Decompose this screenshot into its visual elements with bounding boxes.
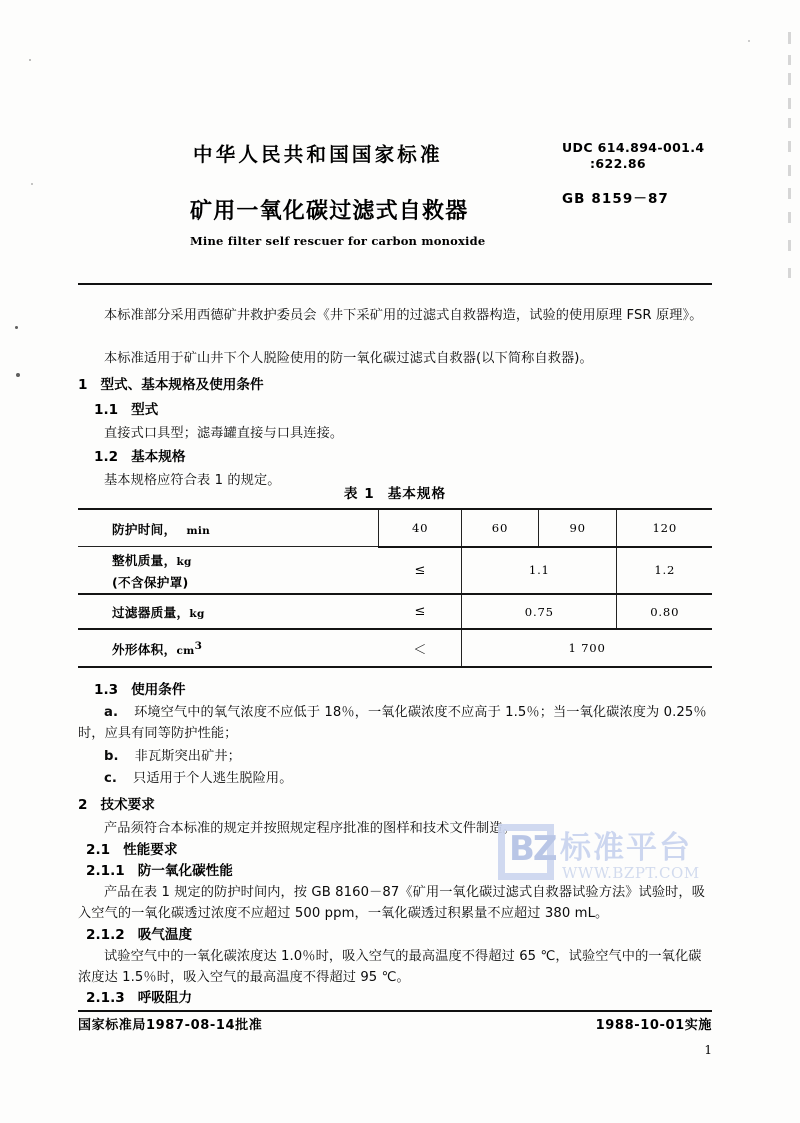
cell-total-mass-left: 1.1 [462,547,617,595]
section-1-2-heading [94,447,185,467]
section-2-1-heading [86,840,177,860]
udc-line-2: :622.86 [590,156,647,171]
section-1-2-title: 基本规格 [131,449,186,465]
scan-speckle [16,373,20,377]
protection-time-text: 防护时间， [112,521,177,537]
scan-speckle [31,183,33,185]
section-2-1-1-number: 2.1.1 [86,863,125,879]
document-title-en: Mine filter self rescuer for carbon monoxide [190,234,486,248]
cell-volume-label [78,629,379,667]
filter-mass-text: 过滤器质量， [112,605,190,620]
national-standard-label: 中华人民共和国国家标准 [193,143,443,166]
section-1-2-body: 基本规格应符合表 1 的规定。 [104,473,281,488]
section-1-3-item-a [78,702,714,744]
section-1-3-number: 1.3 [94,682,119,698]
table-caption-label: 表 1 [343,486,375,502]
watermark-name: 标准平台 [560,830,692,866]
scan-edge-mark [788,188,791,199]
scan-speckle [15,326,18,329]
scan-speckle [748,40,750,42]
section-2-heading [78,795,155,815]
basic-spec-table [78,508,712,668]
section-2-1-1-body: 产品在表 1 规定的防护时间内，按 GB 8160－87《矿用一氧化碳过滤式自救器试验方法》试验时，吸入空气的一氧化碳透过浓度不应超过 500 ppm，一氧化碳透过积累量不应超过 380 mL。 [78,885,705,921]
section-1-title: 型式、基本规格及使用条件 [100,377,264,393]
watermark-url: WWW.BZPT.COM [562,864,700,882]
cell-protection-time-label [78,509,379,547]
section-2-1-1-heading [86,861,233,881]
cell-time-40: 40 [379,509,462,547]
cell-filter-mass-left: 0.75 [462,594,617,629]
item-c-text: 只适用于个人逃生脱险用。 [133,771,293,786]
document-title-cn: 矿用一氧化碳过滤式自救器 [190,199,469,224]
cell-time-60: 60 [462,509,539,547]
item-c-label: c. [104,771,118,786]
section-2-title: 技术要求 [100,797,155,813]
scan-edge-mark [788,165,791,176]
table-row [78,594,712,629]
scan-speckle [29,59,31,61]
item-a-label: a. [104,705,119,720]
volume-unit-exponent: 3 [194,639,203,652]
total-mass-text: 整机质量， [112,552,177,568]
section-1-3-title: 使用条件 [131,682,186,698]
table-row [78,547,712,595]
section-2-body: 产品须符合本标准的规定并按照规定程序批准的图样和技术文件制造。 [104,821,516,836]
section-2-1-2-heading [86,925,192,945]
scan-edge-mark [788,73,791,85]
standard-number: GB 8159－87 [562,191,669,207]
volume-text: 外形体积， [112,641,177,657]
scan-edge-mark [788,98,791,109]
section-1-heading [78,375,264,395]
udc-number [562,140,705,172]
cell-filter-mass-right: 0.80 [617,594,712,629]
section-1-3-heading [94,680,185,700]
section-1-1-heading [94,400,158,420]
udc-line-1: UDC 614.894-001.4 [562,140,705,155]
cell-total-mass-symbol: ≤ [379,547,462,595]
total-mass-unit: kg [176,555,192,568]
section-2-1-title: 性能要求 [123,842,178,858]
footer-approval-text: 国家标准局1987-08-14批准 [78,1018,263,1033]
section-2-1-number: 2.1 [86,842,111,858]
table-row [78,629,712,667]
volume-unit: cm [176,644,195,657]
section-1-number: 1 [78,377,88,393]
table-caption [78,482,712,502]
table-caption-title: 基本规格 [387,486,447,502]
section-2-1-2-body: 试验空气中的一氧化碳浓度达 1.0％时，吸入空气的最高温度不得超过 65 ℃，试验空气中的一氧化碳浓度达 1.5％时，吸入空气的最高温度不得超过 95 ℃。 [78,949,702,985]
item-b-label: b. [104,749,119,764]
page-number: 1 [704,1043,712,1057]
cell-time-90: 90 [538,509,617,547]
footer-divider-rule [78,1010,712,1012]
scan-edge-mark [788,55,791,65]
section-2-number: 2 [78,797,88,813]
scan-edge-mark [788,240,791,251]
section-1-3-item-c [78,768,714,789]
table-row [78,509,712,547]
section-2-1-2-number: 2.1.2 [86,927,125,943]
scan-edge-mark [788,118,791,128]
section-1-1-title: 型式 [131,402,159,418]
section-2-1-3-title: 呼吸阻力 [137,990,193,1006]
section-2-1-1-title: 防一氧化碳性能 [137,863,233,879]
section-2-1-3-number: 2.1.3 [86,990,125,1006]
item-a-text: 环境空气中的氧气浓度不应低于 18％，一氧化碳浓度不应高于 1.5％；当一氧化碳浓度为 0.25％时，应具有同等防护性能； [78,705,707,741]
item-b-text: 非瓦斯突出矿井； [134,749,241,764]
section-1-1-number: 1.1 [94,402,119,418]
cell-volume-symbol: ＜ [379,629,462,667]
header-divider-rule [78,283,712,285]
cell-filter-mass-label [78,594,379,629]
cell-total-mass-label [78,547,379,595]
section-1-1-body: 直接式口具型；滤毒罐直接与口具连接。 [104,426,344,441]
footer-effective-text: 1988-10-01实施 [595,1018,712,1033]
scan-edge-mark [788,141,791,152]
watermark-logo-text: BZ [509,829,556,869]
intro-paragraph-2: 本标准适用于矿山井下个人脱险使用的防一氧化碳过滤式自救器(以下简称自救器)。 [104,351,593,366]
cell-volume-value: 1 700 [462,629,712,667]
section-1-3-item-b [78,746,714,767]
intro-paragraph-1: 本标准部分采用西德矿井救护委员会《井下采矿用的过滤式自救器构造，试验的使用原理 FSR 原理》。 [104,308,703,323]
spec-table-wrapper [78,486,712,668]
scan-edge-mark [788,268,791,278]
cell-time-120: 120 [617,509,712,547]
section-2-1-2-title: 吸气温度 [137,927,193,943]
protection-time-unit: min [186,524,211,537]
total-mass-note: (不含保护罩) [112,574,189,590]
section-1-2-number: 1.2 [94,449,119,465]
cell-total-mass-right: 1.2 [617,547,712,595]
filter-mass-unit: kg [189,608,205,620]
scan-edge-mark [788,32,791,44]
scan-edge-mark [788,212,791,223]
cell-filter-mass-symbol: ≤ [379,594,462,629]
section-2-1-3-heading [86,988,192,1008]
